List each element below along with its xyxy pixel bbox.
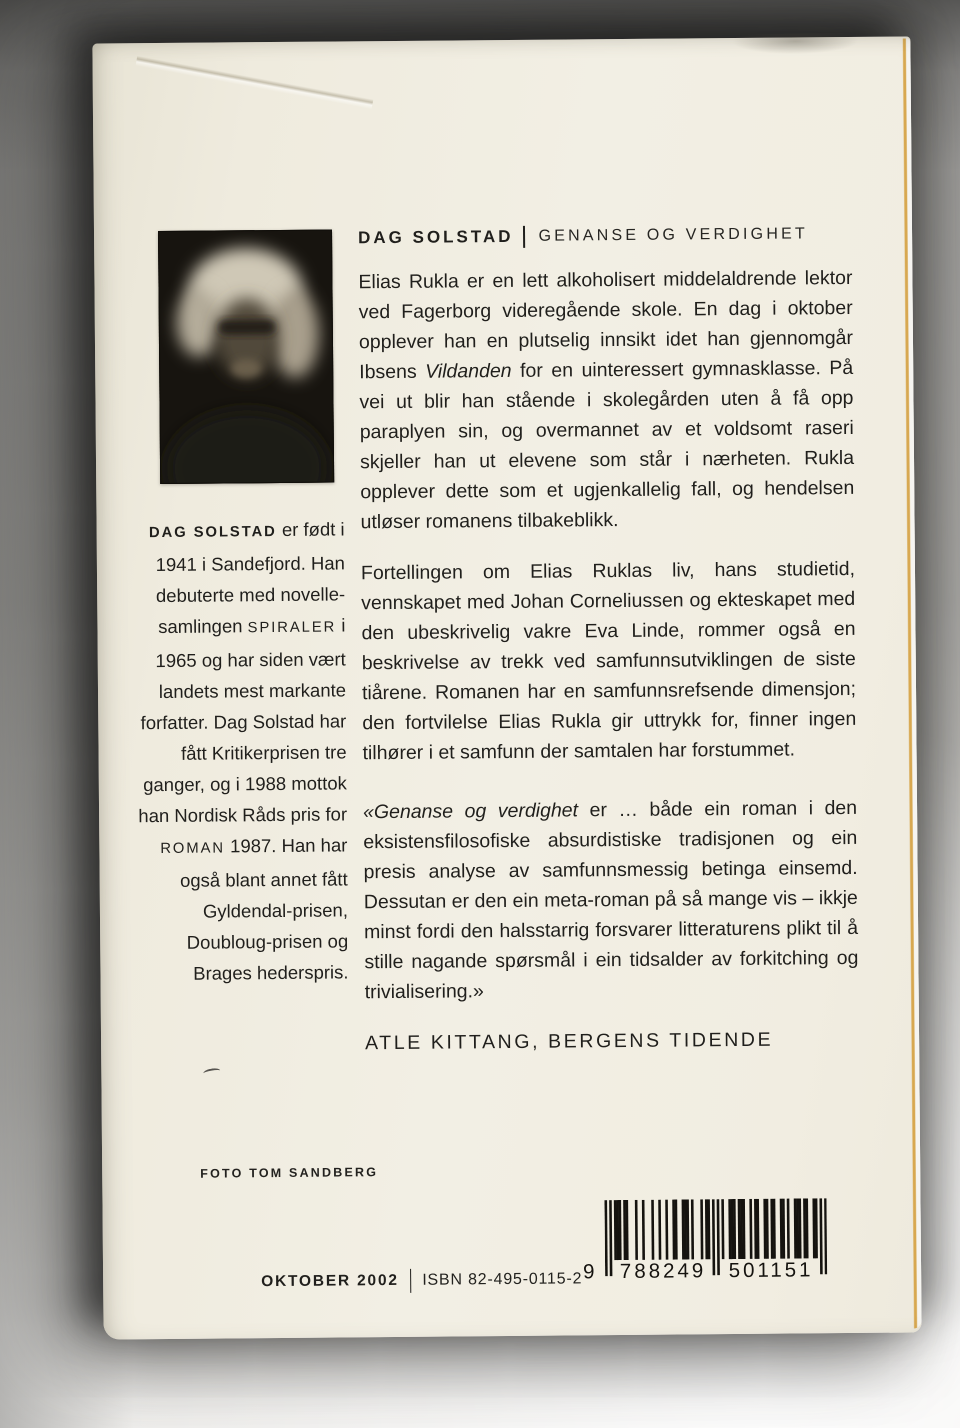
blurb-paragraph-1: Elias Rukla er en lett alkoholisert middelaldrende lektor ved Fagerborg videregående skole. En dag i oktober opplever han en plutselig innsikt idet han gjennomgår Ibsens Vildanden for en uinteressert gymnasklasse. På vei ut blir han stående i skolegården uten å få opp paraplyen sin, og overmannet av et voldsomt raseri skjeller han ut elevene som står i nærheten. Rukla opplever dette som et ugjenkallelig fall, og hendelsen utløser romanens tilbakeblikk. [358, 266, 855, 534]
imprint-line [261, 1267, 582, 1294]
publisher-date: OKTOBER 2002 [261, 1271, 399, 1291]
blurb-column [358, 263, 859, 1058]
author-name: DAG SOLSTAD [357, 226, 514, 248]
imprint-divider [410, 1269, 412, 1293]
review-quote: «Genanse og verdighet er … både ein roman i den eksistensfilosofiske absurdistiske tradisjonen og ein presis analyse av samfunnsmessig betinga einsemd. Dessutan er den ein meta-roman på så mange vis – ikkje minst fordi den halsstarrig forsvarer litteraturens plikt til å stille nagande spørsmål i ein tidsalder av forkitching og trivialisering.» [362, 796, 859, 1004]
author-bio: DAG SOLSTAD er født i 1941 i Sandefjord. Han debuterte med novelle-samlingen SPIRALER i 1965 og har siden vært landets mest markante forfatter. Dag Solstad har fått Kritikerprisen tre ganger, og i 1988 mottok han Nordisk Råds pris for ROMAN 1987. Han har også blant annet fått Gyldendal-prisen, Doubloug-prisen og Brages hederspris. [138, 518, 349, 984]
blurb-paragraph-2: Fortellingen om Elias Ruklas liv, hans studietid, vennskapet med Johan Corneliussen og ekteskapet med den ubeskrivelig vakre Eva Linde, rommer også en beskrivelse av trekk ved samfunnsutviklingen de siste tiårene. Romanen har en samfunnsrefsende dimensjon; den fortvilelse Elias Rukla gir uttrykk for, finner ingen tilhører i et samfunn der samtalen har forstummet. [360, 557, 857, 765]
book-back-cover [92, 36, 921, 1339]
portrait-illustration [158, 230, 334, 485]
photo-credit: FOTO TOM SANDBERG [200, 1165, 379, 1181]
isbn-text: ISBN 82-495-0115-2 [422, 1270, 583, 1289]
review-attribution: ATLE KITTANG, BERGENS TIDENDE [364, 1028, 774, 1055]
book-title: GENANSE OG VERDIGHET [538, 225, 808, 245]
barcode-first-digit: 9 [582, 1260, 595, 1284]
cover-crease [133, 37, 377, 126]
barcode-right-digits: 501151 [728, 1258, 814, 1283]
cover-header [358, 223, 858, 249]
pen-mark [203, 1067, 221, 1077]
header-divider [523, 226, 525, 248]
cover-dent [720, 33, 870, 60]
page-fore-edge [901, 38, 921, 1328]
author-photo [158, 230, 334, 485]
barcode-left-digits: 788249 [619, 1259, 707, 1284]
barcode [582, 1198, 827, 1292]
